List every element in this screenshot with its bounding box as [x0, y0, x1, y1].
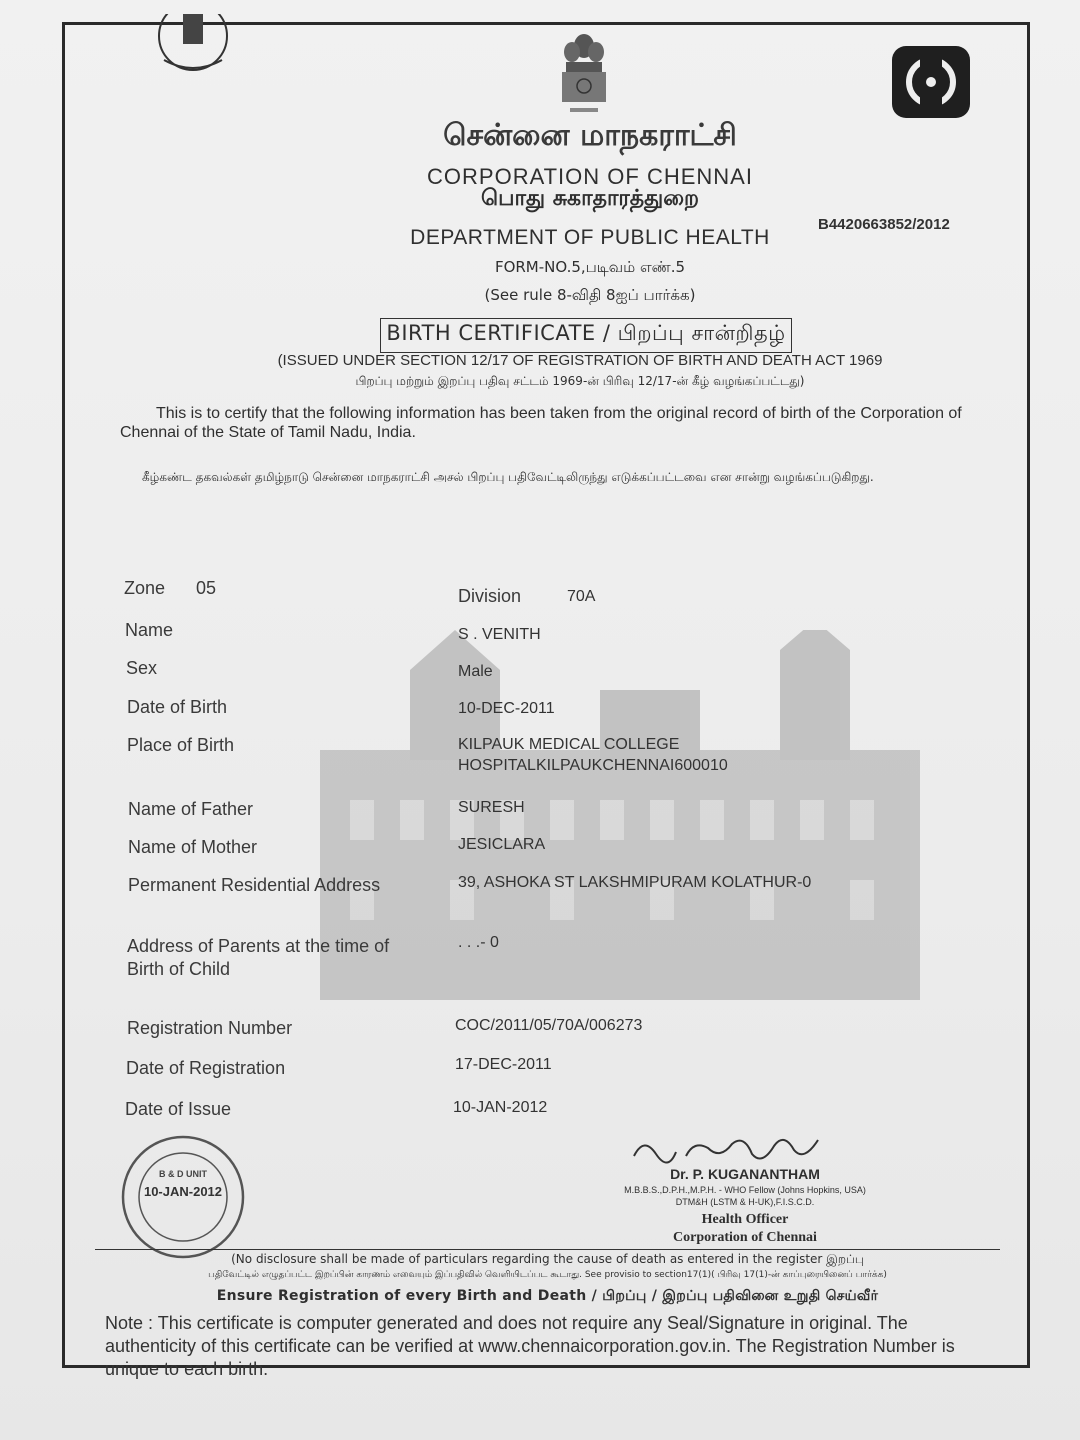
signatory-designation: Health Officer: [701, 1212, 789, 1227]
signatory-qualification-line1: M.B.B.S.,D.P.H.,M.P.H. - WHO Fellow (Johns Hopkins, USA): [624, 1185, 866, 1195]
issue-date-value: 10-JAN-2012: [453, 1099, 548, 1116]
form-number: FORM-NO.5,படிவம் எண்.5: [494, 258, 686, 276]
name-label: Name: [125, 620, 174, 640]
corporation-title: CORPORATION OF CHENNAI: [427, 164, 753, 189]
mother-label: Name of Mother: [128, 837, 258, 857]
seal-date: 10-JAN-2012: [143, 1184, 223, 1199]
division-label: Division: [458, 586, 522, 606]
name-value: S . VENITH: [458, 626, 541, 643]
parents-address-label-line2: Birth of Child: [127, 959, 231, 979]
rule-reference: (See rule 8-விதி 8ஐப் பார்க்க): [484, 286, 696, 304]
dob-label: Date of Birth: [127, 697, 228, 717]
seal-unit: B & D UNIT: [159, 1169, 207, 1179]
disclosure-text-tamil: பதிவேட்டில் எழுதப்பட்ட இறப்பின் காரணம் எவையும் இப்பதிவில் வெளியிடப்பட கூடாது. See provisio to section17(1)( பிரிவு 17(1)-ன் காப்புரையினைப் பார்க்க): [208, 1270, 887, 1280]
department-seal: [118, 1132, 248, 1262]
registration-date-value: 17-DEC-2011: [455, 1056, 552, 1073]
issued-under-act-tamil: பிறப்பு மற்றும் இறப்பு பதிவு சட்டம் 1969-ன் பிரிவு 12/17-ன் கீழ் வழங்கப்பட்டது): [355, 374, 805, 388]
registration-date-label: Date of Registration: [126, 1058, 286, 1078]
reference-number: B4420663852/2012: [818, 216, 950, 233]
registration-number-value: COC/2011/05/70A/006273: [455, 1017, 643, 1034]
sex-label: Sex: [126, 658, 158, 678]
dob-value: 10-DEC-2011: [458, 700, 555, 717]
sex-value: Male: [458, 663, 493, 680]
certificate-title: BIRTH CERTIFICATE / பிறப்பு சான்றிதழ்: [380, 318, 792, 353]
corporation-title-tamil: சென்னை மாநகராட்சி: [443, 118, 737, 153]
permanent-address-value: 39, ASHOKA ST LAKSHMIPURAM KOLATHUR-0: [458, 874, 812, 891]
issue-date-label: Date of Issue: [125, 1099, 232, 1119]
note-text: Note : This certificate is computer generated and does not require any Seal/Signature in original. The authenticity of this certificate can be verified at www.chennaicorporation.gov.in. The Registration Number is unique to each birth.: [105, 1313, 955, 1379]
place-of-birth-value-line2: HOSPITALKILPAUKCHENNAI600010: [458, 757, 728, 774]
certify-statement: This is to certify that the following information has been taken from the original record of birth of the Corporation of Chennai of the State of Tamil Nadu, India.: [120, 405, 962, 441]
registration-number-label: Registration Number: [127, 1018, 293, 1038]
zone-label: Zone: [124, 578, 166, 598]
father-label: Name of Father: [128, 799, 254, 819]
department-title: DEPARTMENT OF PUBLIC HEALTH: [410, 226, 770, 249]
issued-under-act: (ISSUED UNDER SECTION 12/17 OF REGISTRATION OF BIRTH AND DEATH ACT 1969: [277, 352, 883, 369]
corporation-logo-icon: [890, 44, 972, 120]
mother-value: JESICLARA: [458, 836, 546, 853]
footer-divider: [95, 1249, 1000, 1250]
division-value: 70A: [567, 588, 596, 605]
department-title-tamil: பொது சுகாதாரத்துறை: [480, 186, 700, 211]
zone-value: 05: [196, 578, 217, 598]
signatory-organisation: Corporation of Chennai: [673, 1230, 817, 1245]
place-of-birth-value-line1: KILPAUK MEDICAL COLLEGE: [458, 736, 680, 753]
signatory-name: Dr. P. KUGANANTHAM: [670, 1166, 820, 1182]
signatory-qualification: [560, 1184, 930, 1208]
place-of-birth-label: Place of Birth: [127, 735, 235, 755]
disclosure-text: (No disclosure shall be made of particulars regarding the cause of death as entered in the register இறப்பு: [231, 1252, 864, 1266]
ensure-registration-text: Ensure Registration of every Birth and Death / பிறப்பு / இறப்பு பதிவினை உறுதி செய்வீர்: [216, 1288, 879, 1304]
national-emblem-icon: [552, 30, 616, 120]
parents-address-value: . . .- 0: [458, 934, 499, 951]
permanent-address-label: Permanent Residential Address: [128, 875, 381, 895]
signatory-qualification-line2: DTM&H (LSTM & H-UK),F.I.S.C.D.: [675, 1197, 815, 1207]
certify-statement-tamil: கீழ்கண்ட தகவல்கள் தமிழ்நாடு சென்னை மாநகராட்சி அசல் பிறப்பு பதிவேட்டிலிருந்து எடுக்கப்பட்டவை என சான்று வழங்கப்படுகிறது.: [142, 470, 874, 484]
building-watermark-icon: [300, 630, 940, 1010]
father-value: SURESH: [458, 799, 525, 816]
parents-address-label-line1: Address of Parents at the time of: [127, 936, 390, 956]
tamil-nadu-emblem-icon: [150, 14, 236, 74]
